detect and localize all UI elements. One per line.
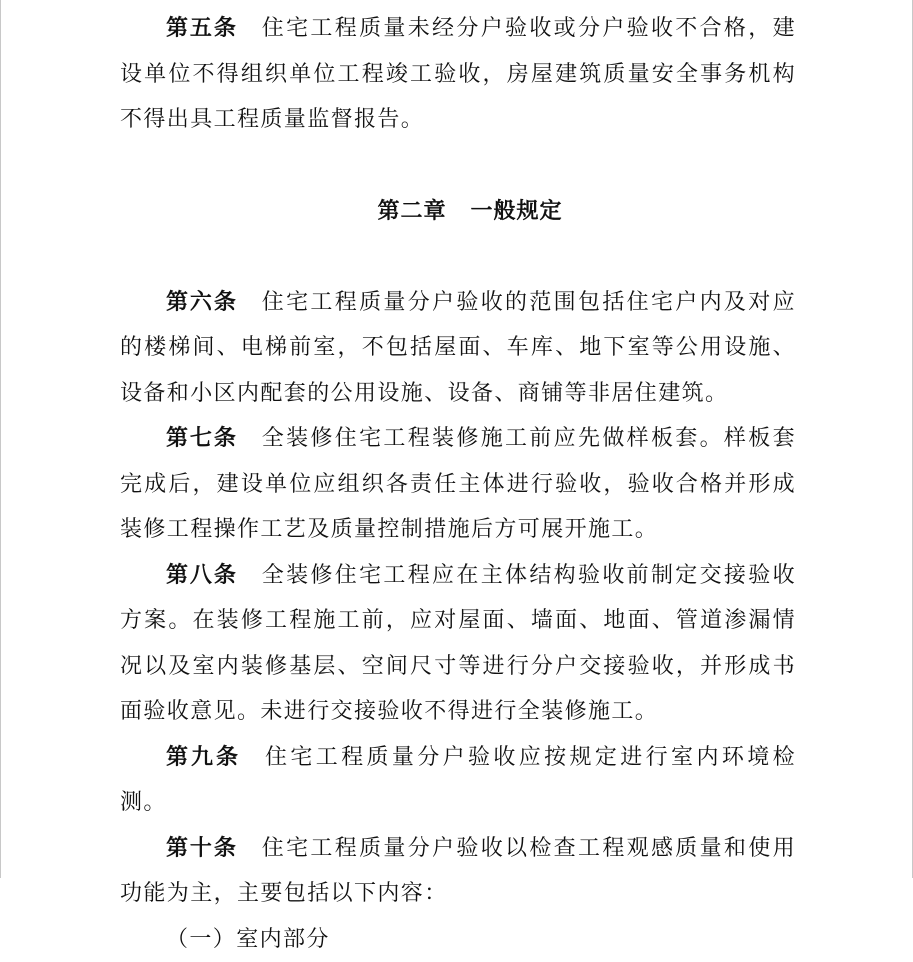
chapter-heading [120,143,796,280]
article-number: 第五条 [166,16,238,41]
article-10 [120,826,796,917]
sub-item-heading: （一）室内部分 [120,917,796,962]
article-text: 住宅工程质量分户验收以检查工程观感质量和使用功能为主，主要包括以下内容： [120,836,796,907]
chapter-number: 第二章 [377,199,446,224]
page-border-left [0,0,1,878]
article-text: 住宅工程质量分户验收应按规定进行室内环境检测。 [120,745,796,816]
chapter-title: 一般规定 [471,199,563,224]
article-9 [120,735,796,826]
article-number: 第十条 [166,836,238,861]
article-text: 住宅工程质量未经分户验收或分户验收不合格，建设单位不得组织单位工程竣工验收，房屋建筑质量安全事务机构不得出具工程质量监督报告。 [120,16,796,132]
article-5 [120,6,796,143]
article-number: 第九条 [166,745,241,770]
article-8 [120,553,796,735]
article-number: 第八条 [166,563,238,588]
article-number: 第六条 [166,290,238,315]
article-text: 住宅工程质量分户验收的范围包括住宅户内及对应的楼梯间、电梯前室，不包括屋面、车库、地下室等公用设施、设备和小区内配套的公用设施、设备、商铺等非居住建筑。 [120,290,796,406]
document-body [120,6,796,962]
article-text: 全装修住宅工程装修施工前应先做样板套。样板套完成后，建设单位应组织各责任主体进行验收，验收合格并形成装修工程操作工艺及质量控制措施后方可展开施工。 [120,426,796,542]
article-text: 全装修住宅工程应在主体结构验收前制定交接验收方案。在装修工程施工前，应对屋面、墙面、地面、管道渗漏情况以及室内装修基层、空间尺寸等进行分户交接验收，并形成书面验收意见。未进行交接验收不得进行全装修施工。 [120,563,796,725]
article-6 [120,280,796,417]
article-7 [120,416,796,553]
article-number: 第七条 [166,426,238,451]
